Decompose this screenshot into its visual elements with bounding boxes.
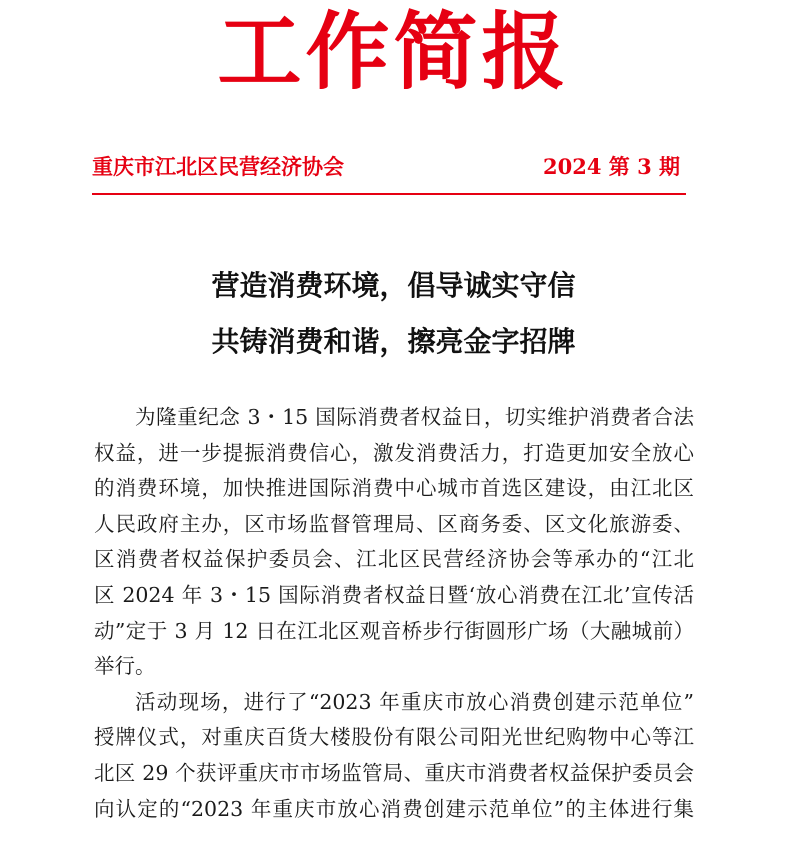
paragraph-line: 举行。 xyxy=(94,654,156,679)
paragraph-line: 北区 29 个获评重庆市市场监管局、重庆市消费者权益保护委员会 xyxy=(94,760,694,785)
paragraph-line: 授牌仪式，对重庆百货大楼股份有限公司阳光世纪购物中心等江 xyxy=(94,725,694,750)
paragraph-line: 权益，进一步提振消费信心，激发消费活力，打造更加安全放心 xyxy=(94,440,694,465)
headline-line-2: 共铸消费和谐，擦亮金字招牌 xyxy=(211,325,576,358)
paragraph-line: 的消费环境，加快推进国际消费中心城市首选区建设，由江北区 xyxy=(94,476,694,501)
red-divider xyxy=(92,193,686,195)
paragraph-line: 人民政府主办，区市场监督管理局、区商务委、区文化旅游委、 xyxy=(94,511,694,536)
masthead-title: 工作简报 xyxy=(217,3,570,101)
paragraph-line: 为隆重纪念 3・15 国际消费者权益日，切实维护消费者合法 xyxy=(135,405,694,429)
paragraph-line: 动”定于 3 月 12 日在江北区观音桥步行街圆形广场（大融城前） xyxy=(94,618,694,643)
paragraph-line: 活动现场，进行了“2023 年重庆市放心消费创建示范单位” xyxy=(135,689,694,714)
issue-bar xyxy=(92,150,686,184)
paragraph-line: 区 2024 年 3・15 国际消费者权益日暨‘放心消费在江北’宣传活 xyxy=(94,582,694,607)
issue-number: 2024 第 3 期 xyxy=(543,154,680,179)
organization-name: 重庆市江北区民营经济协会 xyxy=(92,154,344,179)
article-body xyxy=(94,400,694,827)
paragraph-line: 向认定的“2023 年重庆市放心消费创建示范单位”的主体进行集 xyxy=(94,796,694,821)
headline-line-1: 营造消费环境，倡导诚实守信 xyxy=(211,269,576,302)
paragraph-line: 区消费者权益保护委员会、江北区民营经济协会等承办的“江北 xyxy=(94,547,694,572)
